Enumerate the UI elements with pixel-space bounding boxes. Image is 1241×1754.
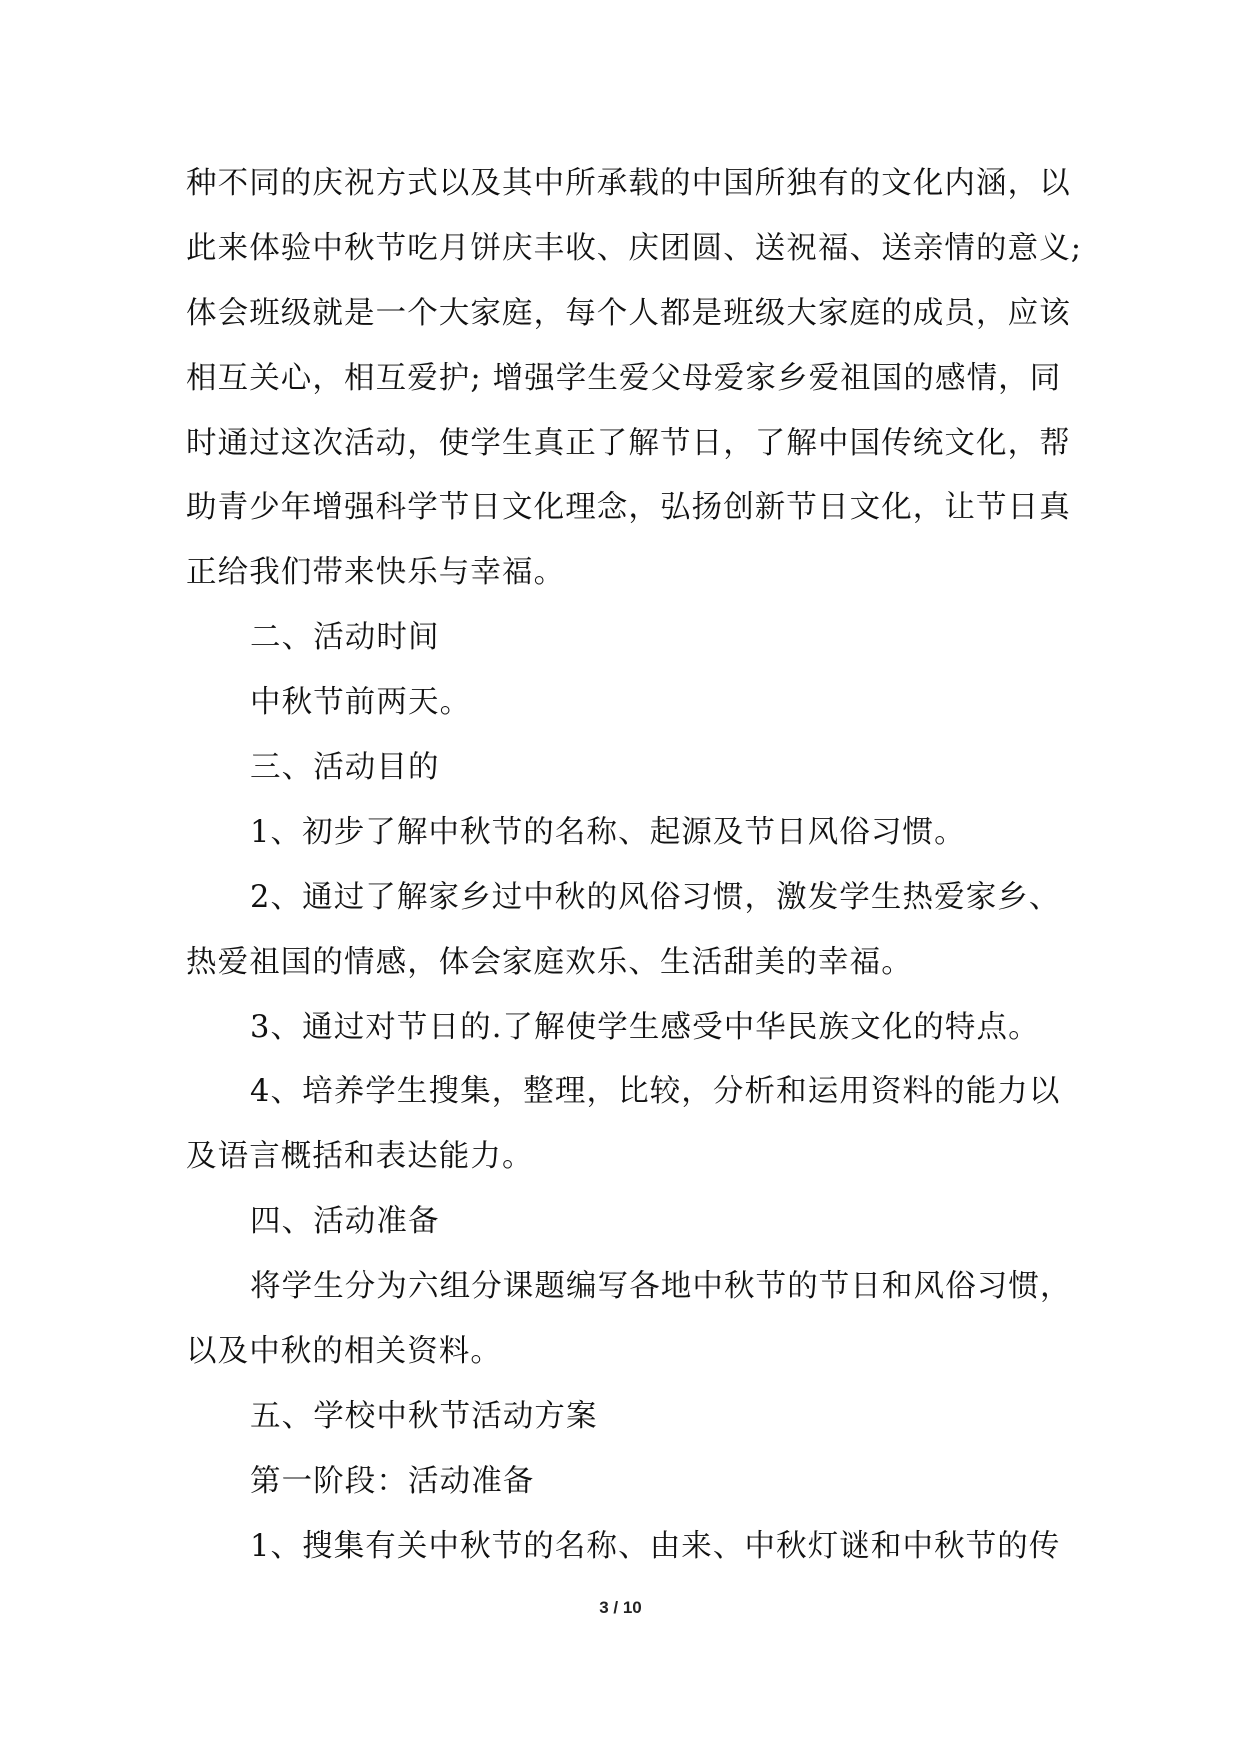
paragraph-line: 中秋节前两天。 [250, 685, 472, 721]
list-item: 1、搜集有关中秋节的名称、由来、中秋灯谜和中秋节的传 [250, 1528, 1061, 1564]
paragraph-line: 体会班级就是一个大家庭，每个人都是班级大家庭的成员，应该 [186, 295, 1071, 331]
section-heading: 五、学校中秋节活动方案 [250, 1398, 598, 1434]
section-heading: 四、活动准备 [250, 1204, 440, 1240]
section-heading: 三、活动目的 [250, 750, 440, 786]
page-number: 3 / 10 [599, 1598, 642, 1617]
list-item: 4、培养学生搜集，整理，比较，分析和运用资料的能力以 [250, 1074, 1061, 1110]
subsection-heading: 第一阶段：活动准备 [250, 1463, 535, 1499]
paragraph-line: 时通过这次活动，使学生真正了解节日，了解中国传统文化，帮 [186, 425, 1071, 461]
list-item: 1、初步了解中秋节的名称、起源及节日风俗习惯。 [250, 814, 966, 850]
paragraph-line: 将学生分为六组分课题编写各地中秋节的节日和风俗习惯， [250, 1269, 1072, 1305]
document-body [186, 152, 1083, 1580]
list-item: 3、通过对节日的.了解使学生感受中华民族文化的特点。 [250, 1009, 1040, 1045]
paragraph-line: 正给我们带来快乐与幸福。 [186, 555, 566, 591]
list-item-continuation: 热爱祖国的情感，体会家庭欢乐、生活甜美的幸福。 [186, 944, 913, 980]
paragraph-line: 助青少年增强科学节日文化理念，弘扬创新节日文化，让节日真 [186, 490, 1071, 526]
paragraph-line: 以及中秋的相关资料。 [186, 1334, 502, 1370]
paragraph-line: 相互关心，相互爱护; 增强学生爱父母爱家乡爱祖国的感情，同 [186, 360, 1062, 396]
list-item: 2、通过了解家乡过中秋的风俗习惯，激发学生热爱家乡、 [250, 879, 1061, 915]
paragraph-line: 种不同的庆祝方式以及其中所承载的中国所独有的文化内涵，以 [186, 166, 1071, 201]
paragraph-line: 此来体验中秋节吃月饼庆丰收、庆团圆、送祝福、送亲情的意义; [186, 230, 1083, 266]
section-heading: 二、活动时间 [250, 620, 440, 656]
list-item-continuation: 及语言概括和表达能力。 [186, 1139, 534, 1175]
